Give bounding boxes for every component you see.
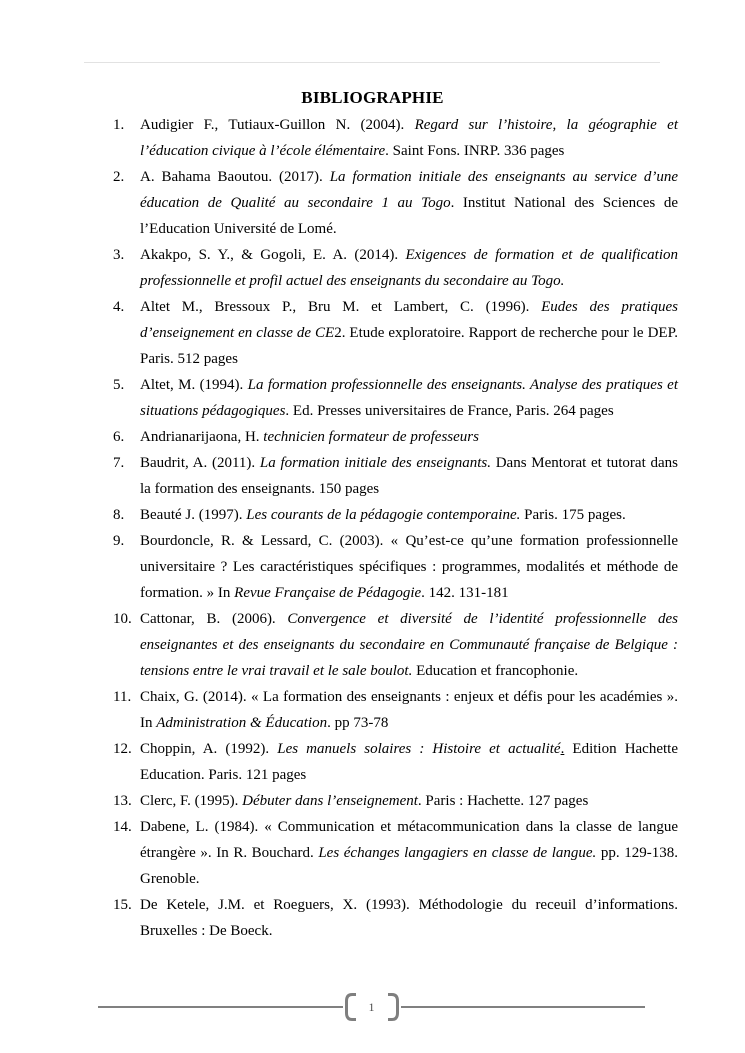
entry-text-segment: 2. Etude exploratoire. Rapport de recherche pour le DEP. Paris. 512 pages: [140, 325, 678, 367]
bibliography-entry: [113, 788, 678, 814]
bibliography-entry: [113, 424, 678, 450]
entry-text-segment: Akakpo, S. Y., & Gogoli, E. A. (2014).: [140, 247, 406, 263]
entry-text-segment: Audigier F., Tutiaux-Guillon N. (2004).: [140, 117, 415, 133]
entry-text-segment: Baudrit, A. (2011).: [140, 455, 260, 471]
entry-text-segment: . Paris : Hachette. 127 pages: [417, 793, 589, 809]
entry-number: 13.: [113, 793, 132, 809]
entry-text-segment: Convergence et diversité de l’identité professionnelle des enseignantes et des enseignants du secondaire en Communauté française de Belgique : tensions entre le vrai travail et le sale boulot.: [140, 611, 679, 679]
entry-text-segment: Revue Française de Pédagogie: [234, 585, 422, 601]
entry-number: 4.: [113, 299, 125, 315]
entry-number: 1.: [113, 117, 125, 133]
entry-text-segment: Chaix, G. (2014). « La formation des enseignants : enjeux et défis pour les académies ». In: [140, 689, 678, 731]
page-footer: [98, 992, 645, 1022]
entry-text-segment: . 142. 131-181: [421, 585, 509, 601]
entry-number: 11.: [113, 689, 132, 705]
bibliography-entry: [113, 736, 678, 788]
bibliography-entry: [113, 294, 678, 372]
footer-left-rule: [98, 1006, 343, 1008]
entry-number: 6.: [113, 429, 125, 445]
entry-number: 10.: [113, 611, 132, 627]
entry-text-segment: Les échanges langagiers en classe de langue.: [318, 845, 597, 861]
entry-text-segment: Edition Hachette Education. Paris. 121 pages: [140, 741, 678, 783]
entry-text-segment: Education et francophonie.: [412, 663, 579, 679]
bibliography-entry: [113, 814, 678, 892]
bibliography-entry: [113, 606, 678, 684]
entry-text-segment: technicien formateur de professeurs: [263, 429, 479, 445]
entry-text-segment: Bourdoncle, R. & Lessard, C. (2003). « Qu’est-ce qu’une formation professionnelle universitaire ? Les caractéristiques spécifiques : programmes, modalités et méthode de formation. » In: [140, 533, 678, 601]
page-title: BIBLIOGRAPHIE: [301, 88, 444, 107]
entry-text-segment: . pp 73-78: [327, 715, 389, 731]
entry-text-segment: Dans Mentorat et tutorat dans la formation des enseignants. 150 pages: [140, 455, 678, 497]
bibliography-entry: [113, 892, 678, 944]
entry-text-segment: La formation initiale des enseignants au service d’une éducation de Qualité au secondaire 1 au Togo: [140, 169, 678, 211]
page-number: 1: [368, 999, 375, 1014]
footer-right-rule: [401, 1006, 646, 1008]
bibliography-entry: [113, 164, 678, 242]
entry-number: 14.: [113, 819, 132, 835]
entry-text-segment: La formation professionnelle des enseignants. Analyse des pratiques et situations pédagogiques: [140, 377, 678, 419]
entry-text-segment: Clerc, F. (1995).: [140, 793, 243, 809]
entry-number: 15.: [113, 897, 132, 913]
bibliography-entry: [113, 372, 678, 424]
entry-text-segment: . Saint Fons. INRP. 336 pages: [385, 143, 565, 159]
entry-text-segment: Beauté J. (1997).: [140, 507, 247, 523]
entry-text-segment: Choppin, A. (1992).: [140, 741, 278, 757]
bibliography-entry: [113, 242, 678, 294]
entry-text-segment: De Ketele, J.M. et Roeguers, X. (1993). Méthodologie du receuil d’informations. Bruxelles : De Boeck.: [140, 897, 678, 939]
left-bracket-icon: [343, 992, 359, 1022]
bibliography-entry: [113, 502, 678, 528]
entry-text-segment: Altet, M. (1994).: [140, 377, 248, 393]
entry-text-segment: Dabene, L. (1984). « Communication et métacommunication dans la classe de langue étrangère ». In R. Bouchard.: [140, 819, 678, 861]
entry-number: 7.: [113, 455, 125, 471]
entry-text-segment: pp. 129-138. Grenoble.: [140, 845, 678, 887]
entry-text-segment: Regard sur l’histoire, la géographie et l’éducation civique à l’école élémentaire: [140, 117, 678, 159]
entry-text-segment: . Ed. Presses universitaires de France, Paris. 264 pages: [285, 403, 614, 419]
entry-text-segment: Administration & Éducation: [156, 715, 328, 731]
entry-text-segment: Andrianarijaona, H.: [140, 429, 264, 445]
bibliography-entry: [113, 684, 678, 736]
bibliography-entry: [113, 528, 678, 606]
entry-text-segment: Débuter dans l’enseignement: [242, 793, 418, 809]
entry-number: 8.: [113, 507, 125, 523]
entry-text-segment: .: [560, 741, 565, 757]
entry-number: 3.: [113, 247, 125, 263]
entry-number: 9.: [113, 533, 125, 549]
entry-text-segment: Altet M., Bressoux P., Bru M. et Lambert, C. (1996).: [140, 299, 542, 315]
entry-text-segment: Exigences de formation et de qualification professionnelle et profil actuel des enseignants du secondaire au Togo.: [140, 247, 678, 289]
bibliography-entry: [113, 450, 678, 502]
bibliography-entry: [113, 112, 678, 164]
entry-number: 2.: [113, 169, 125, 185]
entry-number: 5.: [113, 377, 125, 393]
bibliography-list: [113, 112, 678, 944]
entry-text-segment: La formation initiale des enseignants.: [259, 455, 491, 471]
entry-text-segment: Les manuels solaires : Histoire et actualité: [277, 741, 561, 757]
entry-text-segment: . Institut National des Sciences de l’Education Université de Lomé.: [140, 195, 678, 237]
entry-text-segment: Paris. 175 pages.: [520, 507, 626, 523]
entry-text-segment: Les courants de la pédagogie contemporaine.: [246, 507, 521, 523]
right-bracket-icon: [385, 992, 401, 1022]
entry-text-segment: Eudes des pratiques d’enseignement en classe de CE: [140, 299, 678, 341]
entry-number: 12.: [113, 741, 132, 757]
entry-text-segment: A. Bahama Baoutou. (2017).: [140, 169, 330, 185]
entry-text-segment: Cattonar, B. (2006).: [140, 611, 288, 627]
header-divider: [84, 62, 660, 63]
